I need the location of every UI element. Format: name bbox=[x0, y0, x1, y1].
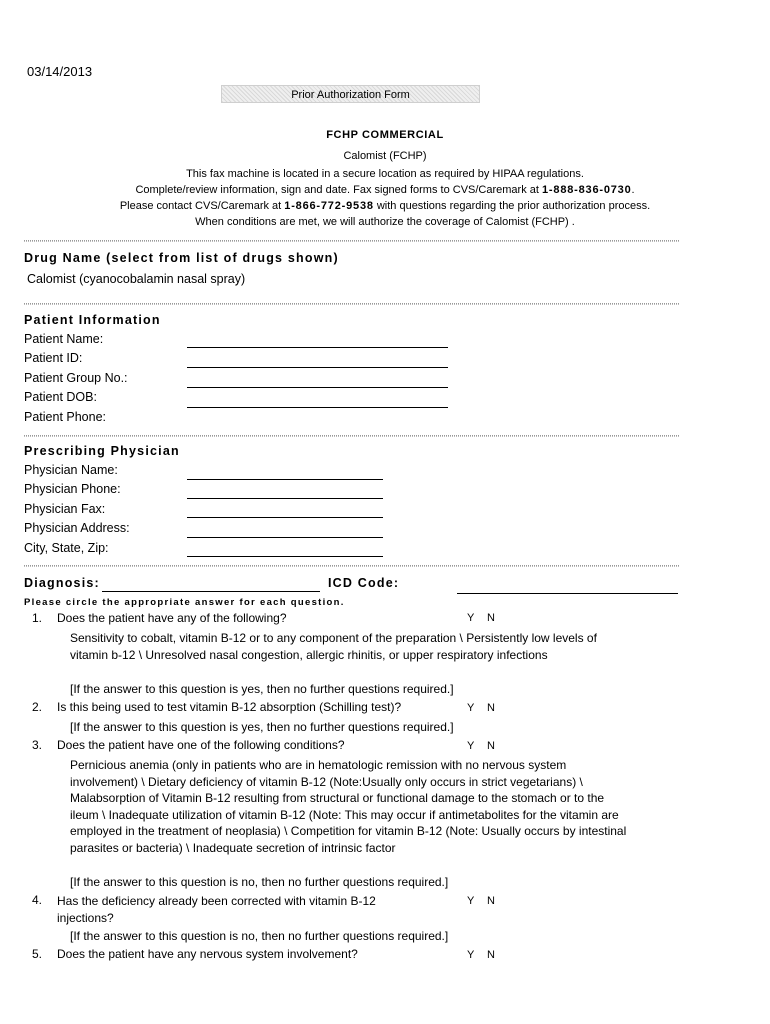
answer-no[interactable]: N bbox=[487, 612, 495, 624]
physician-phone-field[interactable] bbox=[187, 498, 383, 499]
question-text: Does the patient have any of the following? bbox=[57, 611, 287, 625]
authorization-statement: When conditions are met, we will authorize the coverage of Calomist (FCHP) . bbox=[195, 216, 575, 228]
icd-code-field[interactable] bbox=[457, 593, 678, 594]
divider bbox=[24, 303, 679, 305]
patient-group-field[interactable] bbox=[187, 387, 448, 388]
physician-address-field[interactable] bbox=[187, 537, 383, 538]
patient-phone-label: Patient Phone: bbox=[24, 410, 107, 424]
answer-yes[interactable]: Y bbox=[467, 949, 475, 961]
question-text: Does the patient have any nervous system involvement? bbox=[57, 947, 358, 961]
answer-yes[interactable]: Y bbox=[467, 612, 475, 624]
fax-instructions-text: Complete/review information, sign and date. Fax signed forms to CVS/Caremark at bbox=[135, 184, 543, 196]
diagnosis-label: Diagnosis: bbox=[24, 576, 100, 590]
patient-heading: Patient Information bbox=[24, 313, 161, 327]
plan-name: FCHP COMMERCIAL bbox=[326, 129, 444, 141]
fax-instructions-end: . bbox=[631, 184, 635, 196]
question-text: Does the patient have one of the following conditions? bbox=[57, 738, 345, 752]
question-note: [If the answer to this question is no, then no further questions required.] bbox=[70, 875, 449, 889]
question-text: Has the deficiency already been corrected with vitamin B-12 injections? bbox=[57, 894, 376, 925]
divider bbox=[24, 565, 679, 567]
drug-value: Calomist (cyanocobalamin nasal spray) bbox=[27, 272, 246, 286]
physician-phone-label: Physician Phone: bbox=[24, 482, 121, 496]
question-number: 4. bbox=[31, 893, 42, 907]
contact-instructions bbox=[0, 200, 770, 212]
question-detail: Sensitivity to cobalt, vitamin B-12 or to any component of the preparation \ Persistently low levels of vitamin b-12 \ Unresolved nasal congestion, allergic rhinitis, or upper respiratory infections bbox=[70, 631, 597, 662]
physician-fax-label: Physician Fax: bbox=[24, 502, 106, 516]
answer-no[interactable]: N bbox=[487, 895, 495, 907]
patient-id-label: Patient ID: bbox=[24, 351, 83, 365]
diagnosis-field[interactable] bbox=[102, 591, 320, 592]
answer-no[interactable]: N bbox=[487, 740, 495, 752]
physician-heading: Prescribing Physician bbox=[24, 444, 180, 458]
question-number: 2. bbox=[31, 700, 42, 714]
divider bbox=[24, 435, 679, 437]
physician-fax-field[interactable] bbox=[187, 517, 383, 518]
city-state-zip-label: City, State, Zip: bbox=[24, 541, 109, 555]
physician-name-label: Physician Name: bbox=[24, 463, 118, 477]
patient-dob-field[interactable] bbox=[187, 407, 448, 408]
question-note: [If the answer to this question is yes, then no further questions required.] bbox=[70, 720, 454, 734]
patient-name-field[interactable] bbox=[187, 347, 448, 348]
icd-code-label: ICD Code: bbox=[328, 576, 400, 590]
patient-dob-label: Patient DOB: bbox=[24, 390, 97, 404]
answer-no[interactable]: N bbox=[487, 702, 495, 714]
fax-instructions bbox=[0, 184, 770, 196]
form-date: 03/14/2013 bbox=[27, 64, 93, 79]
patient-name-label: Patient Name: bbox=[24, 332, 104, 346]
drug-heading: Drug Name (select from list of drugs shown) bbox=[24, 251, 339, 265]
form-title: Prior Authorization Form bbox=[221, 85, 480, 103]
question-number: 3. bbox=[31, 738, 42, 752]
patient-group-label: Patient Group No.: bbox=[24, 371, 128, 385]
instruction: Please circle the appropriate answer for each question. bbox=[24, 597, 345, 608]
patient-id-field[interactable] bbox=[187, 367, 448, 368]
question-number: 1. bbox=[31, 611, 42, 625]
question-note: [If the answer to this question is yes, then no further questions required.] bbox=[70, 682, 454, 696]
contact-phone: 1-866-772-9538 bbox=[284, 200, 374, 212]
fax-number: 1-888-836-0730 bbox=[542, 184, 632, 196]
question-detail: Pernicious anemia (only in patients who are in hematologic remission with no nervous system involvement) \ Dietary deficiency of vitamin B-12 (Note:Usually only occurs in strict vegetarians) \ Malabsorption of Vitamin B-12 resulting from structural or functional damage to the stomach or to the ileum \ Inadequate utilization of vitamin B-12 (Note: This may occur if antimetabolites for the vitamin are employed in the treatment of neoplasia) \ Competition for vitamin B-12 (Note: Usually occurs by intestinal parasites or bacteria) \ Inadequate secretion of intrinsic factor bbox=[70, 758, 627, 855]
question-number: 5. bbox=[31, 947, 42, 961]
question-note: [If the answer to this question is no, then no further questions required.] bbox=[70, 929, 449, 943]
drug-short-name: Calomist (FCHP) bbox=[343, 150, 427, 162]
contact-instructions-text: Please contact CVS/Caremark at bbox=[119, 200, 285, 212]
answer-yes[interactable]: Y bbox=[467, 895, 475, 907]
answer-no[interactable]: N bbox=[487, 949, 495, 961]
answer-yes[interactable]: Y bbox=[467, 702, 475, 714]
city-state-zip-field[interactable] bbox=[187, 556, 383, 557]
physician-address-label: Physician Address: bbox=[24, 521, 130, 535]
divider bbox=[24, 240, 679, 242]
physician-name-field[interactable] bbox=[187, 479, 383, 480]
question-text: Is this being used to test vitamin B-12 absorption (Schilling test)? bbox=[57, 700, 402, 714]
answer-yes[interactable]: Y bbox=[467, 740, 475, 752]
hipaa-notice: This fax machine is located in a secure location as required by HIPAA regulations. bbox=[186, 168, 584, 180]
contact-instructions-end: with questions regarding the prior authorization process. bbox=[373, 200, 651, 212]
